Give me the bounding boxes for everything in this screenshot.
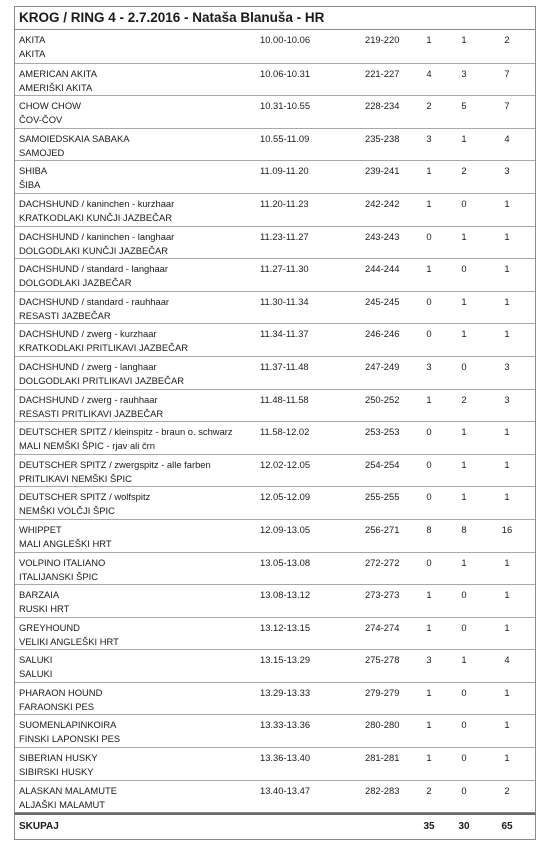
count-1: 1 <box>426 589 432 601</box>
catalog-range: 228-234 <box>365 100 400 112</box>
breed-name <box>19 67 257 95</box>
judging-time: 11.30-11.34 <box>260 295 309 307</box>
count-3: 1 <box>504 426 510 438</box>
count-2: 2 <box>461 165 467 177</box>
judging-time: 11.37-11.48 <box>260 360 309 372</box>
total-label: SKUPAJ <box>19 821 59 833</box>
breed-name-local: SAMOJED <box>19 146 65 158</box>
breed-name-original: DACHSHUND / standard - langhaar <box>19 263 169 275</box>
count-3: 1 <box>504 263 510 275</box>
count-3: 1 <box>504 556 510 568</box>
count-1: 1 <box>426 719 432 731</box>
catalog-range: 275-278 <box>365 654 400 666</box>
judging-time: 13.40-13.47 <box>260 784 311 796</box>
table-row <box>15 389 535 422</box>
breed-name-local: NEMŠKI VOLČJI ŠPIC <box>19 505 115 517</box>
judging-time: 13.12-13.15 <box>260 621 311 633</box>
breed-name-original: DEUTSCHER SPITZ / wolfspitz <box>19 491 151 503</box>
breed-name-original: DACHSHUND / standard - rauhhaar <box>19 295 170 307</box>
count-2: 0 <box>461 784 467 796</box>
breed-name-local: KRATKODLAKI PRITLIKAVI JAZBEČAR <box>19 342 188 354</box>
judging-time: 11.27-11.30 <box>260 263 309 275</box>
breed-name-original: ALASKAN MALAMUTE <box>19 784 117 796</box>
breed-name-original: DACHSHUND / zwerg - langhaar <box>19 360 157 372</box>
breed-name-local: SIBIRSKI HUSKY <box>19 766 94 778</box>
count-1: 3 <box>426 360 432 372</box>
total-count-1: 35 <box>423 821 435 833</box>
count-3: 1 <box>504 197 510 209</box>
count-3: 1 <box>504 458 510 470</box>
breed-name-local: RESASTI PRITLIKAVI JAZBEČAR <box>19 407 164 419</box>
catalog-range: 279-279 <box>365 686 400 698</box>
catalog-range: 242-242 <box>365 197 400 209</box>
breed-name-local: AKITA <box>19 48 46 59</box>
count-2: 2 <box>461 393 467 405</box>
count-1: 8 <box>426 523 432 535</box>
breed-name <box>19 686 257 714</box>
breed-name-original: BARZAIA <box>19 589 60 601</box>
breed-name <box>19 490 257 518</box>
count-3: 3 <box>504 360 510 372</box>
judging-time: 12.05-12.09 <box>260 491 311 503</box>
breed-name-local: KRATKODLAKI KUNČJI JAZBEČAR <box>19 211 172 223</box>
breed-name-original: SALUKI <box>19 654 53 666</box>
catalog-range: 250-252 <box>365 393 400 405</box>
breed-name-original: CHOW CHOW <box>19 100 81 112</box>
schedule-table <box>14 29 536 813</box>
judging-time: 10.00-10.06 <box>260 34 311 45</box>
table-row <box>15 780 535 813</box>
catalog-range: 280-280 <box>365 719 400 731</box>
total-count-2: 30 <box>458 821 470 833</box>
catalog-range: 254-254 <box>365 458 400 470</box>
breed-name-local: SALUKI <box>19 668 53 680</box>
table-row <box>15 258 535 291</box>
count-3: 1 <box>504 328 510 340</box>
breed-name-local: AMERIŠKI AKITA <box>19 81 93 93</box>
table-row <box>15 747 535 780</box>
breed-name-local: DOLGODLAKI JAZBEČAR <box>19 277 132 289</box>
catalog-range: 235-238 <box>365 132 400 144</box>
table-row <box>15 617 535 650</box>
breed-name-local: MALI NEMŠKI ŠPIC - rjav ali črn <box>19 440 155 452</box>
judging-time: 13.15-13.29 <box>260 654 311 666</box>
judging-time: 10.06-10.31 <box>260 67 311 79</box>
breed-name-local: VELIKI ANGLEŠKI HRT <box>19 635 119 647</box>
catalog-range: 243-243 <box>365 230 400 242</box>
breed-name-local: DOLGODLAKI PRITLIKAVI JAZBEČAR <box>19 374 184 386</box>
count-3: 3 <box>504 165 510 177</box>
catalog-range: 239-241 <box>365 165 400 177</box>
breed-name-local: FINSKI LAPONSKI PES <box>19 733 121 745</box>
judging-time: 13.08-13.12 <box>260 589 311 601</box>
breed-name-local: ALJAŠKI MALAMUT <box>19 798 105 810</box>
total-count-3: 65 <box>501 821 513 833</box>
breed-name <box>19 588 257 616</box>
count-1: 1 <box>426 752 432 764</box>
count-2: 1 <box>461 132 467 144</box>
count-3: 7 <box>504 100 510 112</box>
breed-name <box>19 164 257 192</box>
breed-name <box>19 393 257 421</box>
count-2: 1 <box>461 556 467 568</box>
judging-time: 11.48-11.58 <box>260 393 309 405</box>
count-3: 2 <box>504 34 510 45</box>
breed-name-original: AMERICAN AKITA <box>19 67 97 79</box>
table-row <box>15 356 535 389</box>
catalog-range: 255-255 <box>365 491 400 503</box>
count-2: 0 <box>461 263 467 275</box>
judging-time: 11.20-11.23 <box>260 197 309 209</box>
breed-name <box>19 197 257 225</box>
count-2: 0 <box>461 197 467 209</box>
count-1: 0 <box>426 426 432 438</box>
count-2: 0 <box>461 621 467 633</box>
table-row <box>15 128 535 161</box>
judging-time: 10.55-11.09 <box>260 132 310 144</box>
count-1: 0 <box>426 230 432 242</box>
breed-name <box>19 99 257 127</box>
count-2: 0 <box>461 719 467 731</box>
catalog-range: 247-249 <box>365 360 400 372</box>
breed-name-local: DOLGODLAKI KUNČJI JAZBEČAR <box>19 244 168 256</box>
breed-name <box>19 751 257 779</box>
count-1: 2 <box>426 784 432 796</box>
count-2: 1 <box>461 426 467 438</box>
table-row <box>15 160 535 193</box>
page-title: KROG / RING 4 - 2.7.2016 - Nataša Blanuša - HR <box>14 6 536 29</box>
count-1: 1 <box>426 393 432 405</box>
count-2: 5 <box>461 100 467 112</box>
count-2: 1 <box>461 34 467 45</box>
breed-name <box>19 230 257 258</box>
breed-name <box>19 556 257 584</box>
count-1: 3 <box>426 654 432 666</box>
count-3: 1 <box>504 230 510 242</box>
table-row <box>15 323 535 356</box>
catalog-range: 272-272 <box>365 556 400 568</box>
count-3: 1 <box>504 295 510 307</box>
breed-name <box>19 327 257 355</box>
breed-name-local: PRITLIKAVI NEMŠKI ŠPIC <box>19 472 132 484</box>
catalog-range: 281-281 <box>365 752 400 764</box>
breed-name-original: SUOMENLAPINKOIRA <box>19 719 117 731</box>
count-3: 2 <box>504 784 510 796</box>
count-3: 7 <box>504 67 510 79</box>
count-1: 0 <box>426 458 432 470</box>
judging-time: 11.34-11.37 <box>260 328 309 340</box>
count-2: 1 <box>461 295 467 307</box>
catalog-range: 256-271 <box>365 523 400 535</box>
table-row <box>15 584 535 617</box>
breed-name-original: DACHSHUND / kaninchen - kurzhaar <box>19 197 175 209</box>
count-3: 1 <box>504 621 510 633</box>
catalog-range: 219-220 <box>365 34 400 45</box>
count-1: 2 <box>426 100 432 112</box>
breed-name-local: ITALIJANSKI ŠPIC <box>19 570 99 582</box>
breed-name <box>19 523 257 551</box>
catalog-range: 245-245 <box>365 295 400 307</box>
count-1: 0 <box>426 556 432 568</box>
count-1: 1 <box>426 34 432 45</box>
breed-name <box>19 621 257 649</box>
count-2: 3 <box>461 67 467 79</box>
count-1: 1 <box>426 263 432 275</box>
judging-time: 12.02-12.05 <box>260 458 311 470</box>
breed-name <box>19 33 257 61</box>
table-row <box>15 95 535 128</box>
schedule-page <box>14 6 536 840</box>
judging-time: 12.09-13.05 <box>260 523 311 535</box>
catalog-range: 253-253 <box>365 426 400 438</box>
breed-name-original: SHIBA <box>19 165 48 177</box>
count-2: 1 <box>461 458 467 470</box>
breed-name <box>19 718 257 746</box>
breed-name-original: WHIPPET <box>19 523 62 535</box>
breed-name-original: DACHSHUND / kaninchen - langhaar <box>19 230 175 242</box>
breed-name <box>19 458 257 486</box>
catalog-range: 244-244 <box>365 263 400 275</box>
breed-name-local: ČOV-ČOV <box>19 114 63 126</box>
table-row <box>15 226 535 259</box>
count-1: 0 <box>426 295 432 307</box>
count-2: 0 <box>461 752 467 764</box>
judging-time: 11.09-11.20 <box>260 165 309 177</box>
catalog-range: 246-246 <box>365 328 400 340</box>
count-2: 1 <box>461 654 467 666</box>
breed-name-original: AKITA <box>19 34 46 45</box>
count-1: 1 <box>426 621 432 633</box>
breed-name-original: SAMOIEDSKAIA SABAKA <box>19 132 130 144</box>
judging-time: 11.23-11.27 <box>260 230 309 242</box>
breed-name <box>19 784 257 812</box>
table-row <box>15 421 535 454</box>
breed-name <box>19 360 257 388</box>
table-row <box>15 454 535 487</box>
count-3: 1 <box>504 491 510 503</box>
table-row <box>15 486 535 519</box>
count-2: 1 <box>461 230 467 242</box>
breed-name <box>19 295 257 323</box>
table-row <box>15 714 535 747</box>
count-1: 1 <box>426 197 432 209</box>
breed-name-local: MALI ANGLEŠKI HRT <box>19 537 112 549</box>
breed-name <box>19 425 257 453</box>
breed-name <box>19 653 257 681</box>
catalog-range: 274-274 <box>365 621 400 633</box>
breed-name-local: RUSKI HRT <box>19 603 70 615</box>
judging-time: 13.29-13.33 <box>260 686 311 698</box>
count-1: 1 <box>426 686 432 698</box>
breed-name-original: DEUTSCHER SPITZ / kleinspitz - braun o. schwarz <box>19 426 233 438</box>
breed-name-original: VOLPINO ITALIANO <box>19 556 106 568</box>
count-2: 1 <box>461 491 467 503</box>
breed-name-original: PHARAON HOUND <box>19 686 103 698</box>
count-2: 1 <box>461 328 467 340</box>
table-row <box>15 682 535 715</box>
breed-name-original: SIBERIAN HUSKY <box>19 752 98 764</box>
count-1: 0 <box>426 328 432 340</box>
breed-name-original: DEUTSCHER SPITZ / zwergspitz - alle farben <box>19 458 211 470</box>
table-row <box>15 649 535 682</box>
catalog-range: 273-273 <box>365 589 400 601</box>
breed-name-original: DACHSHUND / zwerg - kurzhaar <box>19 328 157 340</box>
breed-name-local: ŠIBA <box>19 179 41 191</box>
judging-time: 13.33-13.36 <box>260 719 311 731</box>
count-3: 4 <box>504 132 510 144</box>
breed-name-local: FARAONSKI PES <box>19 700 95 712</box>
catalog-range: 282-283 <box>365 784 400 796</box>
count-2: 0 <box>461 360 467 372</box>
table-row <box>15 291 535 324</box>
count-1: 3 <box>426 132 432 144</box>
count-3: 16 <box>501 523 513 535</box>
count-1: 4 <box>426 67 432 79</box>
table-row <box>15 552 535 585</box>
count-3: 1 <box>504 686 510 698</box>
table-row <box>15 519 535 552</box>
judging-time: 13.05-13.08 <box>260 556 311 568</box>
breed-name-original: GREYHOUND <box>19 621 80 633</box>
count-3: 1 <box>504 589 510 601</box>
count-1: 1 <box>426 165 432 177</box>
breed-name-local: RESASTI JAZBEČAR <box>19 309 111 321</box>
breed-name <box>19 132 257 160</box>
breed-name <box>19 262 257 290</box>
table-row <box>15 30 535 63</box>
count-3: 1 <box>504 719 510 731</box>
catalog-range: 221-227 <box>365 67 400 79</box>
total-row <box>14 813 536 840</box>
count-2: 0 <box>461 589 467 601</box>
count-3: 3 <box>504 393 510 405</box>
table-row <box>15 63 535 96</box>
judging-time: 11.58-12.02 <box>260 426 310 438</box>
count-1: 0 <box>426 491 432 503</box>
breed-name-original: DACHSHUND / zwerg - rauhhaar <box>19 393 158 405</box>
count-2: 0 <box>461 686 467 698</box>
judging-time: 10.31-10.55 <box>260 100 311 112</box>
judging-time: 13.36-13.40 <box>260 752 311 764</box>
table-row <box>15 193 535 226</box>
count-3: 4 <box>504 654 510 666</box>
count-2: 8 <box>461 523 467 535</box>
count-3: 1 <box>504 752 510 764</box>
